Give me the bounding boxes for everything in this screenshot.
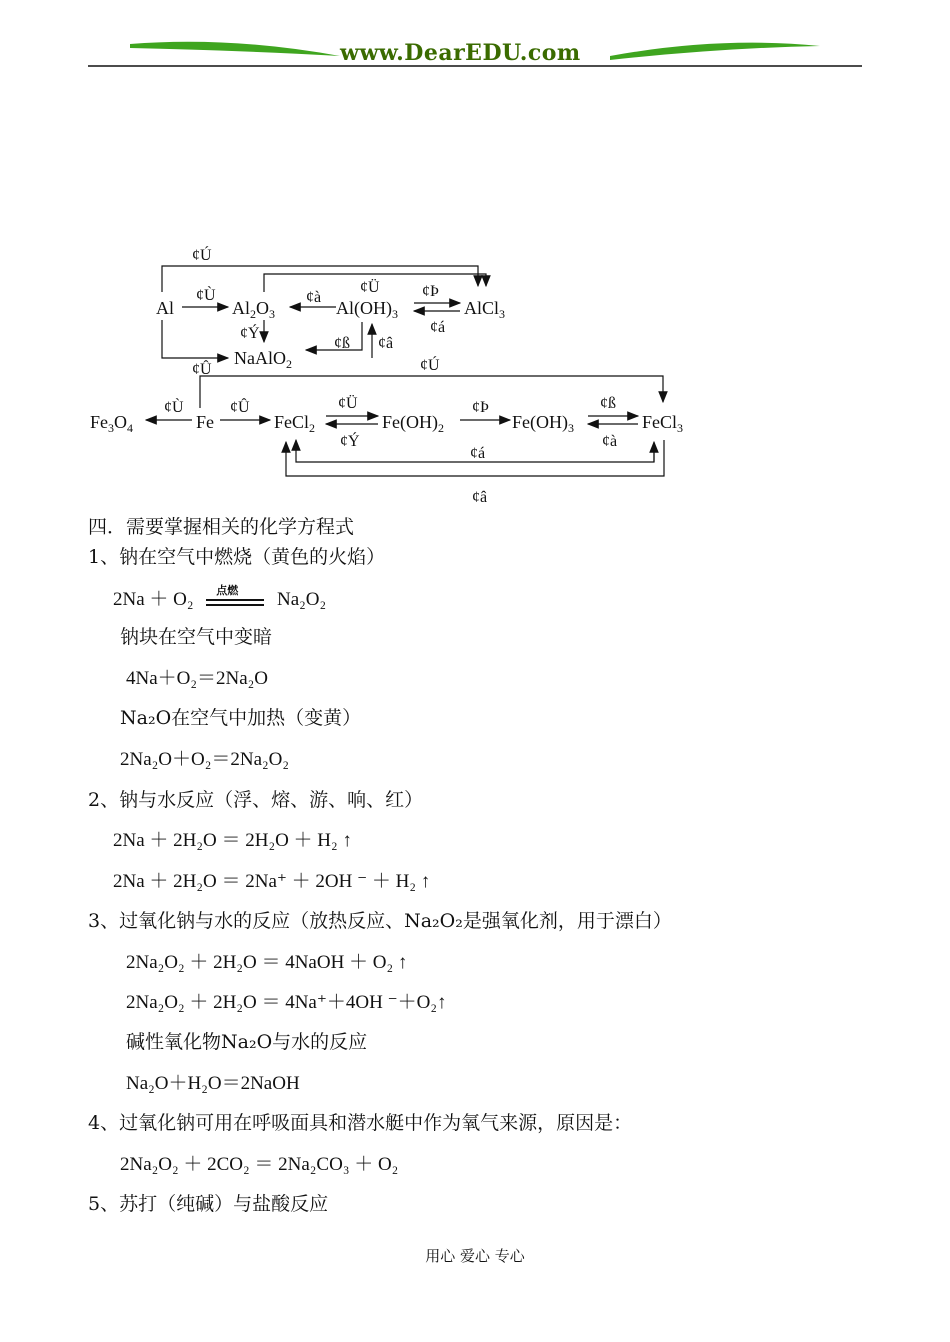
label-naalo2-to-aloh3: ¢â <box>378 335 394 352</box>
species-naalo2: NaAlO$_2$ <box>234 348 292 371</box>
reaction-diagram <box>0 240 950 510</box>
equation-1-right: Na₂O₂ <box>277 589 327 610</box>
species-feoh3: $Fe(OH)_3$ <box>512 412 574 435</box>
label-fe-top: ¢Ú <box>420 357 440 374</box>
label-alcl3-to-aloh3: ¢á <box>430 319 446 336</box>
equation-8: Na₂O＋H₂O＝2NaOH <box>126 1073 300 1094</box>
equation-5: 2Na ＋ 2H₂O ＝ 2Na⁺ ＋ 2OH ⁻ ＋ H₂ ↑ <box>113 871 431 892</box>
reaction-condition <box>206 584 264 612</box>
species-fe3o4: $Fe_3O_4$ <box>90 412 133 435</box>
item-1-heading: 1、钠在空气中燃烧（黄色的火焰） <box>88 546 386 568</box>
item-2-heading: 2、钠与水反应（浮、熔、游、响、红） <box>88 789 424 811</box>
equation-2: 4Na＋O₂＝2Na₂O <box>126 668 268 689</box>
label-al-to-al2o3: ¢Ù <box>196 287 216 304</box>
species-fe: Fe <box>196 412 214 432</box>
page-footer: 用心 爱心 专心 <box>425 1247 525 1265</box>
label-outer-bottom: ¢â <box>472 489 488 506</box>
label-aloh3-to-alcl3: ¢Ü <box>360 279 380 296</box>
label-inner-bottom: ¢á <box>470 445 486 462</box>
note-3: 碱性氧化物Na₂O与水的反应 <box>126 1031 368 1053</box>
label-fecl3-to-feoh3: ¢à <box>602 433 618 450</box>
item-4-heading: 4、过氧化钠可用在呼吸面具和潜水艇中作为氧气来源，原因是： <box>88 1112 633 1134</box>
label-feoh3-to-fecl3: ¢ß <box>600 395 616 412</box>
label-fe-to-fe3o4: ¢Ù <box>164 399 184 416</box>
equation-6: 2Na₂O₂ ＋ 2H₂O ＝ 4NaOH ＋ O₂ ↑ <box>126 952 408 973</box>
equation-7: 2Na₂O₂ ＋ 2H₂O ＝ 4Na⁺＋4OH ⁻＋O₂↑ <box>126 992 447 1013</box>
species-al: Al <box>156 298 174 318</box>
species-fecl2: FeCl$_2$ <box>274 412 316 435</box>
label-alcl3-top: ¢Þ <box>422 283 439 300</box>
label-al2o3-down: ¢Ý <box>240 325 260 342</box>
species-al2o3: $Al_2O_3$ <box>232 298 275 321</box>
label-feoh2-to-feoh3: ¢Þ <box>472 399 489 416</box>
species-fecl3: FeCl$_3$ <box>642 412 684 435</box>
reaction-diagram-svg <box>0 240 950 510</box>
label-fe-top-left: ¢Û <box>192 361 212 378</box>
equation-9: 2Na₂O₂ ＋ 2CO₂ ＝ 2Na₂CO₃ ＋ O₂ <box>120 1154 399 1175</box>
note-2: Na₂O在空气中加热（变黄） <box>120 707 362 729</box>
equation-3: 2Na₂O＋O₂＝2Na₂O₂ <box>120 749 289 770</box>
item-3-heading: 3、过氧化钠与水的反应（放热反应、Na₂O₂是强氧化剂，用于漂白） <box>88 910 672 932</box>
label-fe-to-fecl2: ¢Û <box>230 399 250 416</box>
label-fecl2-to-feoh2: ¢Ü <box>338 395 358 412</box>
item-5-heading: 5、苏打（纯碱）与盐酸反应 <box>88 1193 329 1215</box>
species-feoh2: $Fe(OH)_2$ <box>382 412 444 435</box>
header-banner <box>0 0 950 80</box>
label-al-top: ¢Ú <box>192 247 212 264</box>
section-heading-4: 四．需要掌握相关的化学方程式 <box>88 516 355 538</box>
label-naalo2-from-aloh3: ¢ß <box>334 335 350 352</box>
note-1: 钠块在空气中变暗 <box>120 626 273 648</box>
species-alcl3: AlCl$_3$ <box>464 298 506 321</box>
site-logo-text[interactable]: www.DearEDU.com <box>340 40 581 66</box>
equation-1 <box>113 584 326 612</box>
label-aloh3-to-al2o3: ¢à <box>306 289 322 306</box>
equation-4: 2Na ＋ 2H₂O ＝ 2H₂O ＋ H₂ ↑ <box>113 830 352 851</box>
species-aloh3: $Al(OH)_3$ <box>336 298 398 321</box>
label-feoh2-to-fecl2: ¢Ý <box>340 433 360 450</box>
equation-1-left: 2Na ＋ O₂ <box>113 589 194 610</box>
condition-label: 点燃 <box>216 584 239 597</box>
